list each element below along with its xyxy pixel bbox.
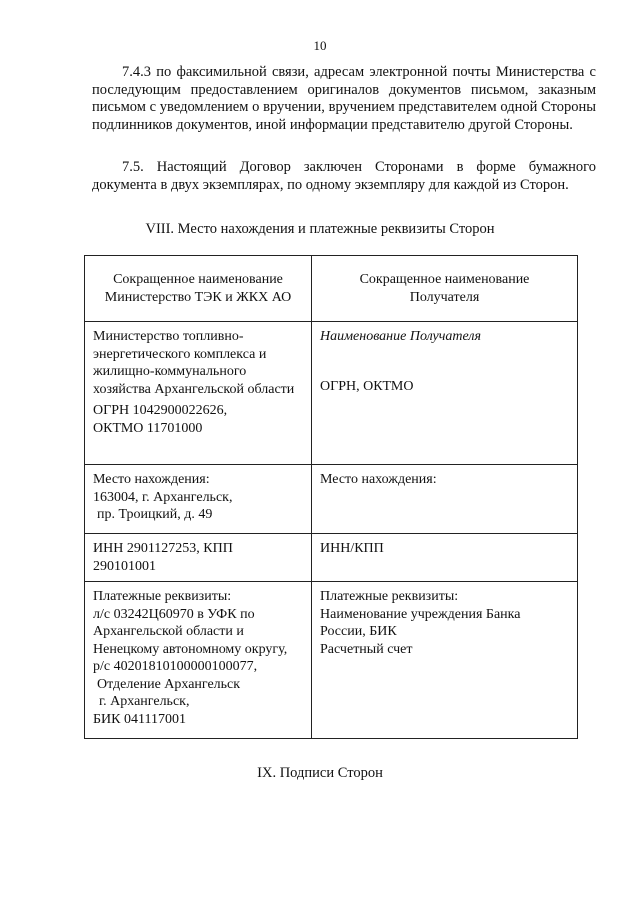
table-row-inn xyxy=(85,534,578,582)
recipient-payment-line: Наименование учреждения Банка xyxy=(320,606,521,622)
ministry-name-cell xyxy=(85,322,312,465)
page-number: 10 xyxy=(313,38,327,53)
header-right-line2: Получателя xyxy=(409,289,480,305)
ministry-payment-line: Отделение Архангельск xyxy=(97,676,241,692)
header-left-line2: Министерство ТЭК и ЖКХ АО xyxy=(104,289,292,305)
ministry-payment-line: л/с 03242Ц60970 в УФК по xyxy=(93,606,255,622)
section-8-heading: VIII. Место нахождения и платежные реквизиты Сторон xyxy=(145,221,495,237)
ministry-payment-line: БИК 041117001 xyxy=(93,711,186,727)
recipient-location-cell xyxy=(312,465,578,534)
recipient-payment-cell xyxy=(312,582,578,739)
ministry-payment-line: Платежные реквизиты: xyxy=(93,589,232,604)
ministry-payment-line: Архангельской области и xyxy=(93,624,244,639)
requisites-table xyxy=(84,255,578,739)
ministry-location-label: Место нахождения: xyxy=(93,472,210,487)
ministry-inn-cell xyxy=(85,534,312,582)
paragraph-7-5: 7.5. Настоящий Договор заключен Сторонами в форме бумажного документа в двух экземплярах, по одному экземпляру для каждой из Сторон. xyxy=(92,159,596,193)
ministry-payment-line: р/с 40201810100000100077, xyxy=(93,659,258,674)
header-right-line1: Сокращенное наименование xyxy=(359,272,530,287)
recipient-location-label: Место нахождения: xyxy=(320,472,437,487)
ministry-location-street: пр. Троицкий, д. 49 xyxy=(97,507,213,522)
ministry-location-city: 163004, г. Архангельск, xyxy=(93,489,233,505)
recipient-inn-cell xyxy=(312,534,578,582)
table-row-name xyxy=(85,322,578,465)
ministry-payment-cell xyxy=(85,582,312,739)
ministry-payment-line: г. Архангельск, xyxy=(99,694,190,709)
header-left-line1: Сокращенное наименование xyxy=(113,272,283,287)
paragraph-7-4-3: 7.4.3 по факсимильной связи, адресам электронной почты Министерства с последующим предоставлением оригиналов документов письмом, заказным письмом с уведомлением о вручении, вручением представителем одной Стороны подлинников документов, иной информации представителю другой Стороны. xyxy=(92,64,596,133)
recipient-name-placeholder: Наименование Получателя xyxy=(320,329,482,344)
ministry-inn-kpp: ИНН 2901127253, КПП xyxy=(93,541,233,556)
table-row-payment xyxy=(85,582,578,739)
recipient-inn-kpp: ИНН/КПП xyxy=(320,541,384,556)
ministry-payment-line: Ненецкому автономному округу, xyxy=(93,641,288,657)
recipient-payment-line: Платежные реквизиты: xyxy=(320,589,459,604)
section-9-heading: IX. Подписи Сторон xyxy=(257,765,383,781)
ministry-full-name: Министерство топливно-энергетического комплекса и жилищно-коммунального хозяйства Архангельской области xyxy=(93,329,295,397)
ministry-ogrn: ОГРН 1042900022626, xyxy=(93,403,228,418)
recipient-payment-line: Расчетный счет xyxy=(320,641,413,657)
ministry-oktmo: ОКТМО 11701000 xyxy=(93,420,203,436)
recipient-ogrn-oktmo: ОГРН, ОКТМО xyxy=(320,378,414,394)
header-ministry-cell xyxy=(85,256,312,322)
header-recipient-cell xyxy=(312,256,578,322)
table-row-location xyxy=(85,465,578,534)
ministry-location-cell xyxy=(85,465,312,534)
recipient-name-cell xyxy=(312,322,578,465)
table-header-row xyxy=(85,256,578,322)
ministry-kpp-value: 290101001 xyxy=(93,558,156,574)
recipient-payment-line: России, БИК xyxy=(320,624,397,639)
